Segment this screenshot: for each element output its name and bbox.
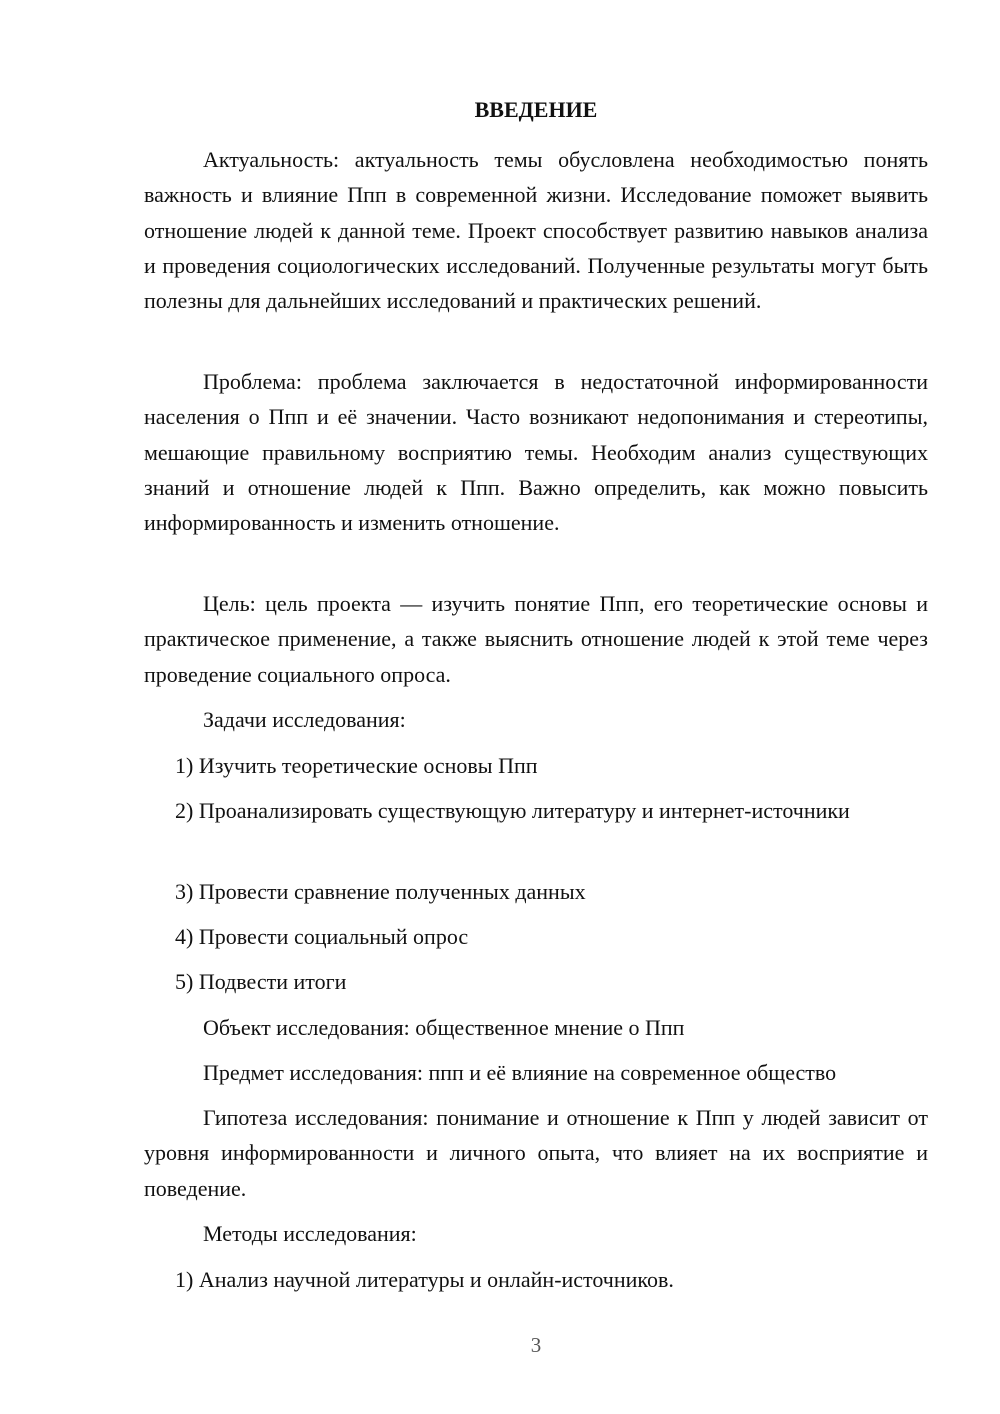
document-title: ВВЕДЕНИЕ [474, 97, 598, 122]
task-item: 2) Проанализировать существующую литературу и интернет-источники [175, 798, 850, 823]
task-item: 4) Провести социальный опрос [175, 924, 469, 949]
task-item: 1) Изучить теоретические основы Ппп [175, 753, 538, 778]
paragraph-hypothesis: Гипотеза исследования: понимание и отношение к Ппп у людей зависит от уровня информированности и личного опыта, что влияет на их восприятие и поведение. [144, 1105, 928, 1201]
paragraph-subject: Предмет исследования: ппп и её влияние на современное общество [203, 1060, 837, 1085]
tasks-heading: Задачи исследования: [203, 707, 406, 732]
paragraph-relevance: Актуальность: актуальность темы обусловлена необходимостью понять важность и влияние Ппп в современной жизни. Исследование поможет выявить отношение людей к данной теме. Проект способствует развитию навыков анализа и проведения социологических исследований. Полученные результаты могут быть полезны для дальнейших исследований и практических решений. [144, 147, 928, 314]
paragraph-goal: Цель: цель проекта — изучить понятие Ппп, его теоретические основы и практическое применение, а также выяснить отношение людей к этой теме через проведение социального опроса. [144, 591, 928, 687]
method-item: 1) Анализ научной литературы и онлайн-источников. [175, 1267, 674, 1292]
methods-heading: Методы исследования: [203, 1221, 417, 1246]
task-item: 5) Подвести итоги [175, 969, 347, 994]
paragraph-object: Объект исследования: общественное мнение о Ппп [203, 1015, 685, 1040]
paragraph-problem: Проблема: проблема заключается в недостаточной информированности населения о Ппп и её значении. Часто возникают недопонимания и стереотипы, мешающие правильному восприятию темы. Необходим анализ существующих знаний и отношение людей к Ппп. Важно определить, как можно повысить информированность и изменить отношение. [144, 369, 928, 536]
page-number: 3 [530, 1333, 542, 1357]
task-item: 3) Провести сравнение полученных данных [175, 879, 586, 904]
